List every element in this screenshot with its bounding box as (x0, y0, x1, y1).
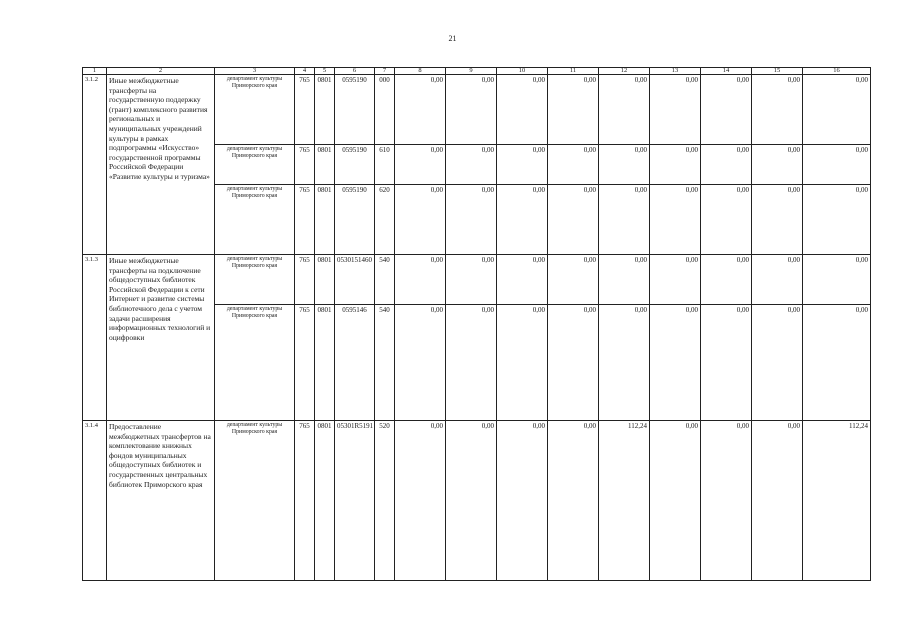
amount-cell: 112,24 (599, 421, 650, 581)
column-number: 15 (752, 68, 803, 75)
column-number: 9 (446, 68, 497, 75)
amount-cell: 0,00 (497, 145, 548, 185)
amount-cell: 0,00 (701, 255, 752, 305)
code-cell-c6: 0595146 (335, 305, 375, 421)
budget-table (82, 67, 871, 581)
column-number: 14 (701, 68, 752, 75)
code-cell-c4: 765 (295, 421, 315, 581)
code-cell-c6: 05301R5191 (335, 421, 375, 581)
column-number: 1 (83, 68, 107, 75)
code-cell-c7: 610 (375, 145, 395, 185)
amount-cell: 0,00 (803, 145, 871, 185)
amount-cell: 0,00 (701, 421, 752, 581)
code-cell-c4: 765 (295, 255, 315, 305)
department-cell: департамент культуры Приморского края (215, 421, 295, 581)
department-cell: департамент культуры Приморского края (215, 185, 295, 255)
amount-cell: 0,00 (803, 75, 871, 145)
amount-cell: 0,00 (497, 421, 548, 581)
code-cell-c7: 000 (375, 75, 395, 145)
amount-cell: 0,00 (701, 185, 752, 255)
column-number: 10 (497, 68, 548, 75)
amount-cell: 0,00 (650, 75, 701, 145)
amount-cell: 0,00 (599, 75, 650, 145)
amount-cell: 0,00 (752, 255, 803, 305)
amount-cell: 0,00 (752, 305, 803, 421)
amount-cell: 0,00 (446, 421, 497, 581)
amount-cell: 0,00 (446, 145, 497, 185)
code-cell-c6: 0595190 (335, 185, 375, 255)
amount-cell: 0,00 (701, 305, 752, 421)
amount-cell: 0,00 (497, 75, 548, 145)
code-cell-c4: 765 (295, 185, 315, 255)
row-number: 3.1.4 (83, 421, 107, 581)
amount-cell: 0,00 (752, 75, 803, 145)
department-cell: департамент культуры Приморского края (215, 145, 295, 185)
amount-cell: 0,00 (548, 255, 599, 305)
row-number: 3.1.2 (83, 75, 107, 255)
column-number: 7 (375, 68, 395, 75)
amount-cell: 0,00 (599, 255, 650, 305)
code-cell-c7: 520 (375, 421, 395, 581)
amount-cell: 0,00 (497, 305, 548, 421)
code-cell-c7: 540 (375, 305, 395, 421)
table-row (83, 421, 871, 581)
column-number: 2 (107, 68, 215, 75)
amount-cell: 0,00 (395, 75, 446, 145)
column-number: 4 (295, 68, 315, 75)
amount-cell: 0,00 (395, 255, 446, 305)
amount-cell: 0,00 (497, 255, 548, 305)
code-cell-c5: 0801 (315, 421, 335, 581)
amount-cell: 0,00 (650, 255, 701, 305)
code-cell-c4: 765 (295, 75, 315, 145)
amount-cell: 0,00 (395, 185, 446, 255)
amount-cell: 0,00 (650, 305, 701, 421)
measure-name: Предоставление межбюджетных трансфертов на комплектование книжных фондов муниципальных общедоступных библиотек и государственных центральных библиотек Приморского края (107, 421, 215, 581)
amount-cell: 0,00 (599, 185, 650, 255)
amount-cell: 0,00 (701, 75, 752, 145)
page-number: 21 (448, 34, 457, 43)
measure-name: Иные межбюджетные трансферты на подключение общедоступных библиотек Российской Федерации к сети Интернет и развитие системы библиотечного дела с учетом задачи расширения информационных технологий и оцифровки (107, 255, 215, 421)
amount-cell: 0,00 (650, 145, 701, 185)
amount-cell: 0,00 (395, 145, 446, 185)
column-number: 16 (803, 68, 871, 75)
department-cell: департамент культуры Приморского края (215, 255, 295, 305)
measure-name: Иные межбюджетные трансферты на государственную поддержку (грант) комплексного развития региональных и муниципальных учреждений культуры в рамках подпрограммы «Искусство» государственной программы Российской Федерации «Развитие культуры и туризма» (107, 75, 215, 255)
table-row (83, 255, 871, 305)
amount-cell: 0,00 (650, 421, 701, 581)
amount-cell: 0,00 (752, 185, 803, 255)
amount-cell: 0,00 (599, 305, 650, 421)
amount-cell: 0,00 (548, 421, 599, 581)
code-cell-c5: 0801 (315, 185, 335, 255)
code-cell-c6: 0595190 (335, 145, 375, 185)
amount-cell: 0,00 (446, 75, 497, 145)
column-number: 11 (548, 68, 599, 75)
department-cell: департамент культуры Приморского края (215, 305, 295, 421)
department-cell: департамент культуры Приморского края (215, 75, 295, 145)
column-number: 13 (650, 68, 701, 75)
code-cell-c7: 540 (375, 255, 395, 305)
code-cell-c6: 0595190 (335, 75, 375, 145)
amount-cell: 112,24 (803, 421, 871, 581)
code-cell-c7: 620 (375, 185, 395, 255)
amount-cell: 0,00 (599, 145, 650, 185)
amount-cell: 0,00 (497, 185, 548, 255)
code-cell-c5: 0801 (315, 305, 335, 421)
code-cell-c4: 765 (295, 145, 315, 185)
amount-cell: 0,00 (395, 305, 446, 421)
amount-cell: 0,00 (752, 145, 803, 185)
code-cell-c4: 765 (295, 305, 315, 421)
amount-cell: 0,00 (548, 145, 599, 185)
amount-cell: 0,00 (803, 305, 871, 421)
amount-cell: 0,00 (548, 305, 599, 421)
amount-cell: 0,00 (548, 75, 599, 145)
row-number: 3.1.3 (83, 255, 107, 421)
amount-cell: 0,00 (446, 185, 497, 255)
code-cell-c5: 0801 (315, 75, 335, 145)
column-number-row (83, 68, 871, 75)
amount-cell: 0,00 (446, 255, 497, 305)
column-number: 12 (599, 68, 650, 75)
amount-cell: 0,00 (548, 185, 599, 255)
code-cell-c5: 0801 (315, 255, 335, 305)
code-cell-c6: 0530151460 (335, 255, 375, 305)
amount-cell: 0,00 (701, 145, 752, 185)
column-number: 8 (395, 68, 446, 75)
table-row (83, 75, 871, 145)
amount-cell: 0,00 (446, 305, 497, 421)
amount-cell: 0,00 (803, 185, 871, 255)
column-number: 5 (315, 68, 335, 75)
amount-cell: 0,00 (803, 255, 871, 305)
column-number: 3 (215, 68, 295, 75)
amount-cell: 0,00 (752, 421, 803, 581)
column-number: 6 (335, 68, 375, 75)
code-cell-c5: 0801 (315, 145, 335, 185)
amount-cell: 0,00 (650, 185, 701, 255)
amount-cell: 0,00 (395, 421, 446, 581)
